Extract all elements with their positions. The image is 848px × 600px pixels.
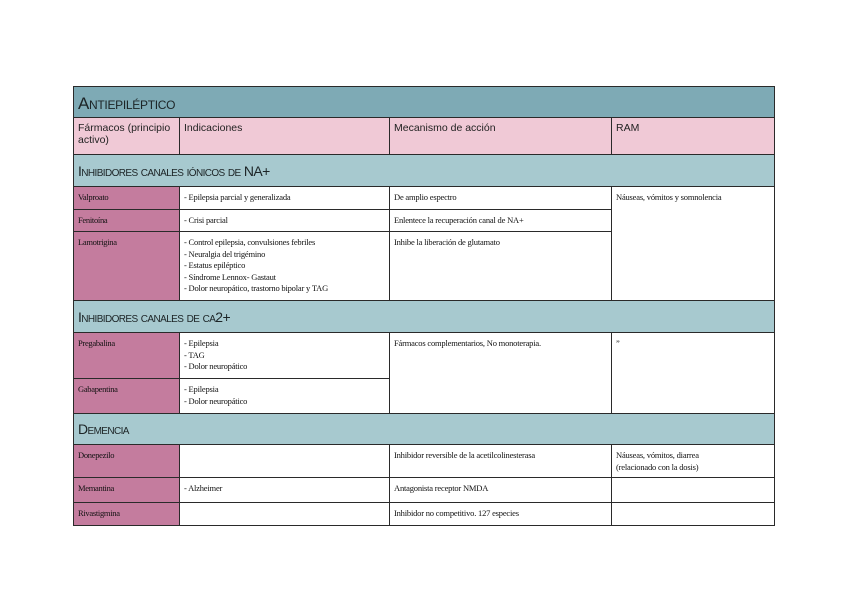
indication-item: - Epilepsia parcial y generalizada xyxy=(184,192,291,202)
ram-cell xyxy=(612,478,775,503)
indication-item: - Epilepsia xyxy=(184,384,219,394)
indication-item: - Control epilepsia, convulsiones febriles xyxy=(184,237,316,247)
drug-name: Gabapentina xyxy=(74,379,180,414)
table-title: Antiepiléptico xyxy=(74,87,775,118)
header-farmacos: Fármacos (principio activo) xyxy=(74,118,180,155)
indications-cell xyxy=(180,503,390,526)
indications-cell xyxy=(180,232,390,301)
indication-item: - Dolor neuropático xyxy=(184,361,248,371)
table-row xyxy=(74,445,775,478)
mechanism-cell: Enlentece la recuperación canal de NA+ xyxy=(390,210,612,232)
table-row xyxy=(74,333,775,379)
indications-cell xyxy=(180,210,390,232)
header-indicaciones: Indicaciones xyxy=(180,118,390,155)
indication-item: - Alzheimer xyxy=(184,483,223,493)
indication-item: - Crisi parcial xyxy=(184,215,228,225)
indication-item: - Síndrome Lennox- Gastaut xyxy=(184,271,276,282)
drug-name: Lamotrigina xyxy=(74,232,180,301)
drug-name: Fenitoína xyxy=(74,210,180,232)
indication-item: - Dolor neuropático xyxy=(184,395,248,406)
indication-item: - Epilepsia xyxy=(184,338,219,348)
mechanism-cell: Inhibe la liberación de glutamato xyxy=(390,232,612,301)
section-title-ca: Inhibidores canales de ca2+ xyxy=(74,301,775,333)
table-row xyxy=(74,187,775,210)
indication-item: - Neuralgia del trigémino xyxy=(184,248,266,259)
section-title-demencia: Demencia xyxy=(74,414,775,445)
indications-cell xyxy=(180,187,390,210)
indications-cell xyxy=(180,445,390,478)
indication-item: - Dolor neuropático, trastorno bipolar y TAG xyxy=(184,283,329,293)
ram-cell: Náuseas, vómitos y somnolencia xyxy=(612,187,775,301)
header-ram: RAM xyxy=(612,118,775,155)
header-mecanismo: Mecanismo de acción xyxy=(390,118,612,155)
drug-name: Pregabalina xyxy=(74,333,180,379)
drug-name: Valproato xyxy=(74,187,180,210)
ram-line: Náuseas, vómitos, diarrea xyxy=(616,450,699,460)
indications-cell xyxy=(180,333,390,379)
drug-table xyxy=(73,86,775,526)
ram-cell: ” xyxy=(612,333,775,414)
section-title-na: Inhibidores canales iónicos de NA+ xyxy=(74,155,775,187)
drug-name: Rivastigmina xyxy=(74,503,180,526)
indications-cell xyxy=(180,478,390,503)
drug-name: Memantina xyxy=(74,478,180,503)
ram-cell xyxy=(612,503,775,526)
mechanism-cell: Antagonista receptor NMDA xyxy=(390,478,612,503)
table-row xyxy=(74,503,775,526)
drug-name: Donepezilo xyxy=(74,445,180,478)
indications-cell xyxy=(180,379,390,414)
mechanism-cell: De amplio espectro xyxy=(390,187,612,210)
ram-line: (relacionado con la dosis) xyxy=(616,461,699,472)
mechanism-cell: Inhibidor no competitivo. 127 especies xyxy=(390,503,612,526)
mechanism-cell: Inhibidor reversible de la acetilcolinesterasa xyxy=(390,445,612,478)
ram-cell xyxy=(612,445,775,478)
table-row xyxy=(74,478,775,503)
indication-item: - Estatus epiléptico xyxy=(184,260,246,270)
mechanism-cell: Fármacos complementarios, No monoterapia. xyxy=(390,333,612,414)
indication-item: - TAG xyxy=(184,349,205,360)
